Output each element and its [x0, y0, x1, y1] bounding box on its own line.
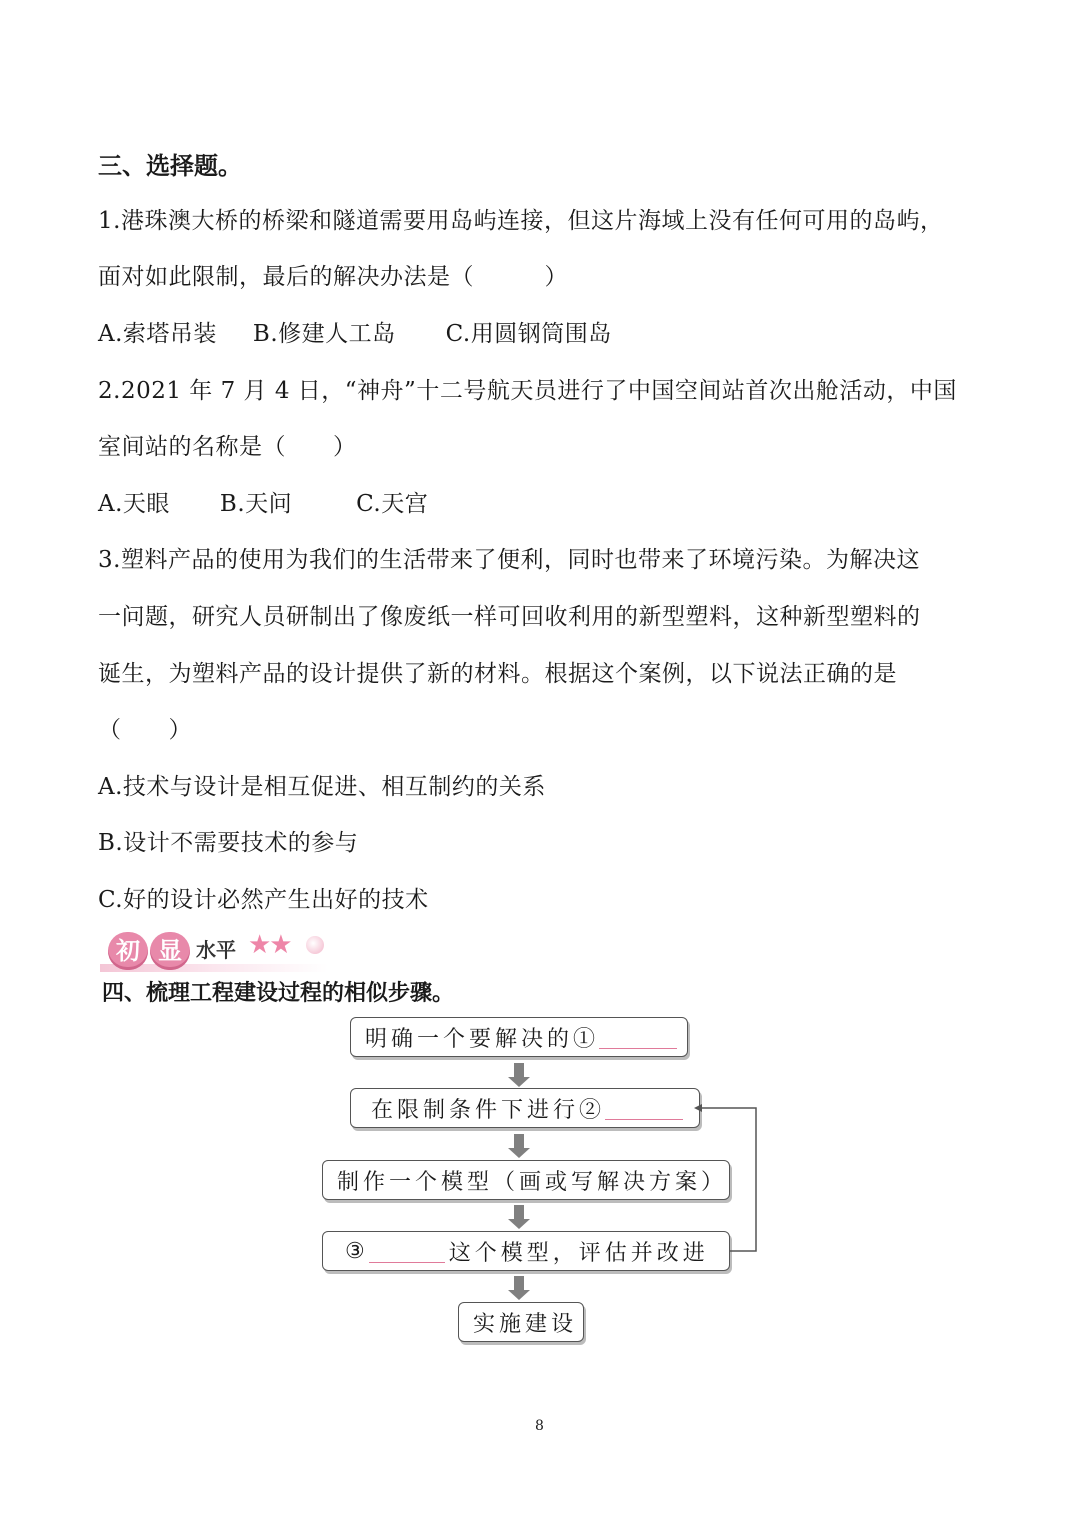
q3-option-a[interactable]: A.技术与设计是相互促进、相互制约的关系 — [98, 774, 546, 800]
badge-char-1: 初 — [108, 932, 148, 970]
q3-line-2: 一问题，研究人员研制出了像废纸一样可回收利用的新型塑料，这种新型塑料的 — [98, 604, 921, 630]
flow-step-1-label: 明确一个要解决的① — [365, 1026, 600, 1052]
q3-line-4: （ ） — [98, 717, 192, 743]
section-4-title: 四、梳理工程建设过程的相似步骤。 — [102, 981, 455, 1006]
flow-step-2-label: 在限制条件下进行② — [371, 1097, 606, 1123]
flow-step-4-number: ③ — [345, 1238, 369, 1264]
q2-option-b[interactable]: B.天问 — [219, 491, 293, 517]
q2-option-c[interactable]: C.天宫 — [356, 491, 429, 517]
decorative-dot — [306, 936, 324, 954]
flow-step-3 — [322, 1160, 730, 1200]
q3-line-1: 3.塑料产品的使用为我们的生活带来了便利，同时也带来了环境污染。为解决这 — [98, 547, 920, 573]
q1-option-c[interactable]: C.用圆钢筒围岛 — [445, 321, 612, 347]
q3-option-b[interactable]: B.设计不需要技术的参与 — [98, 830, 359, 856]
arrow-down-icon — [514, 1134, 524, 1150]
flow-step-3-label: 制作一个模型（画或写解决方案） — [337, 1169, 728, 1195]
q3-line-3: 诞生，为塑料产品的设计提供了新的材料。根据这个案例，以下说法正确的是 — [98, 661, 897, 687]
badge-char-2: 显 — [150, 932, 190, 970]
q1-line-1: 1.港珠澳大桥的桥梁和隧道需要用岛屿连接，但这片海域上没有任何可用的岛屿， — [98, 208, 944, 234]
blank-1[interactable] — [599, 1026, 677, 1049]
page-number: 8 — [535, 1418, 544, 1434]
level-badge — [100, 928, 332, 974]
section-3-title: 三、选择题。 — [98, 152, 242, 180]
q2-options — [98, 485, 428, 518]
q1-options — [98, 315, 612, 348]
flow-step-4-label: 这个模型，评估并改进 — [448, 1240, 709, 1266]
arrow-down-icon — [514, 1063, 524, 1079]
q1-option-b[interactable]: B.修建人工岛 — [252, 321, 396, 347]
flow-step-2 — [350, 1088, 700, 1128]
q2-line-1: 2.2021 年 7 月 4 日，“神舟”十二号航天员进行了中国空间站首次出舱活动，中国 — [98, 378, 957, 404]
q3-option-c[interactable]: C.好的设计必然产生出好的技术 — [98, 887, 429, 913]
star-icon: ★★ — [248, 930, 291, 960]
q1-line-2: 面对如此限制，最后的解决办法是（ ） — [98, 264, 568, 290]
q2-line-2: 室间站的名称是（ ） — [98, 434, 357, 460]
flow-step-1 — [350, 1017, 688, 1057]
q2-option-a[interactable]: A.天眼 — [98, 491, 170, 517]
arrow-down-icon — [514, 1205, 524, 1221]
blank-3[interactable] — [369, 1240, 445, 1263]
feedback-loop-arrow — [690, 1098, 770, 1258]
flow-step-5 — [458, 1302, 584, 1342]
flow-step-4 — [322, 1231, 730, 1271]
badge-level: 水平 — [196, 938, 236, 962]
arrow-down-icon — [514, 1276, 524, 1292]
flow-step-5-label: 实施建设 — [473, 1311, 578, 1337]
q1-option-a[interactable]: A.索塔吊装 — [98, 321, 217, 347]
blank-2[interactable] — [605, 1097, 683, 1120]
